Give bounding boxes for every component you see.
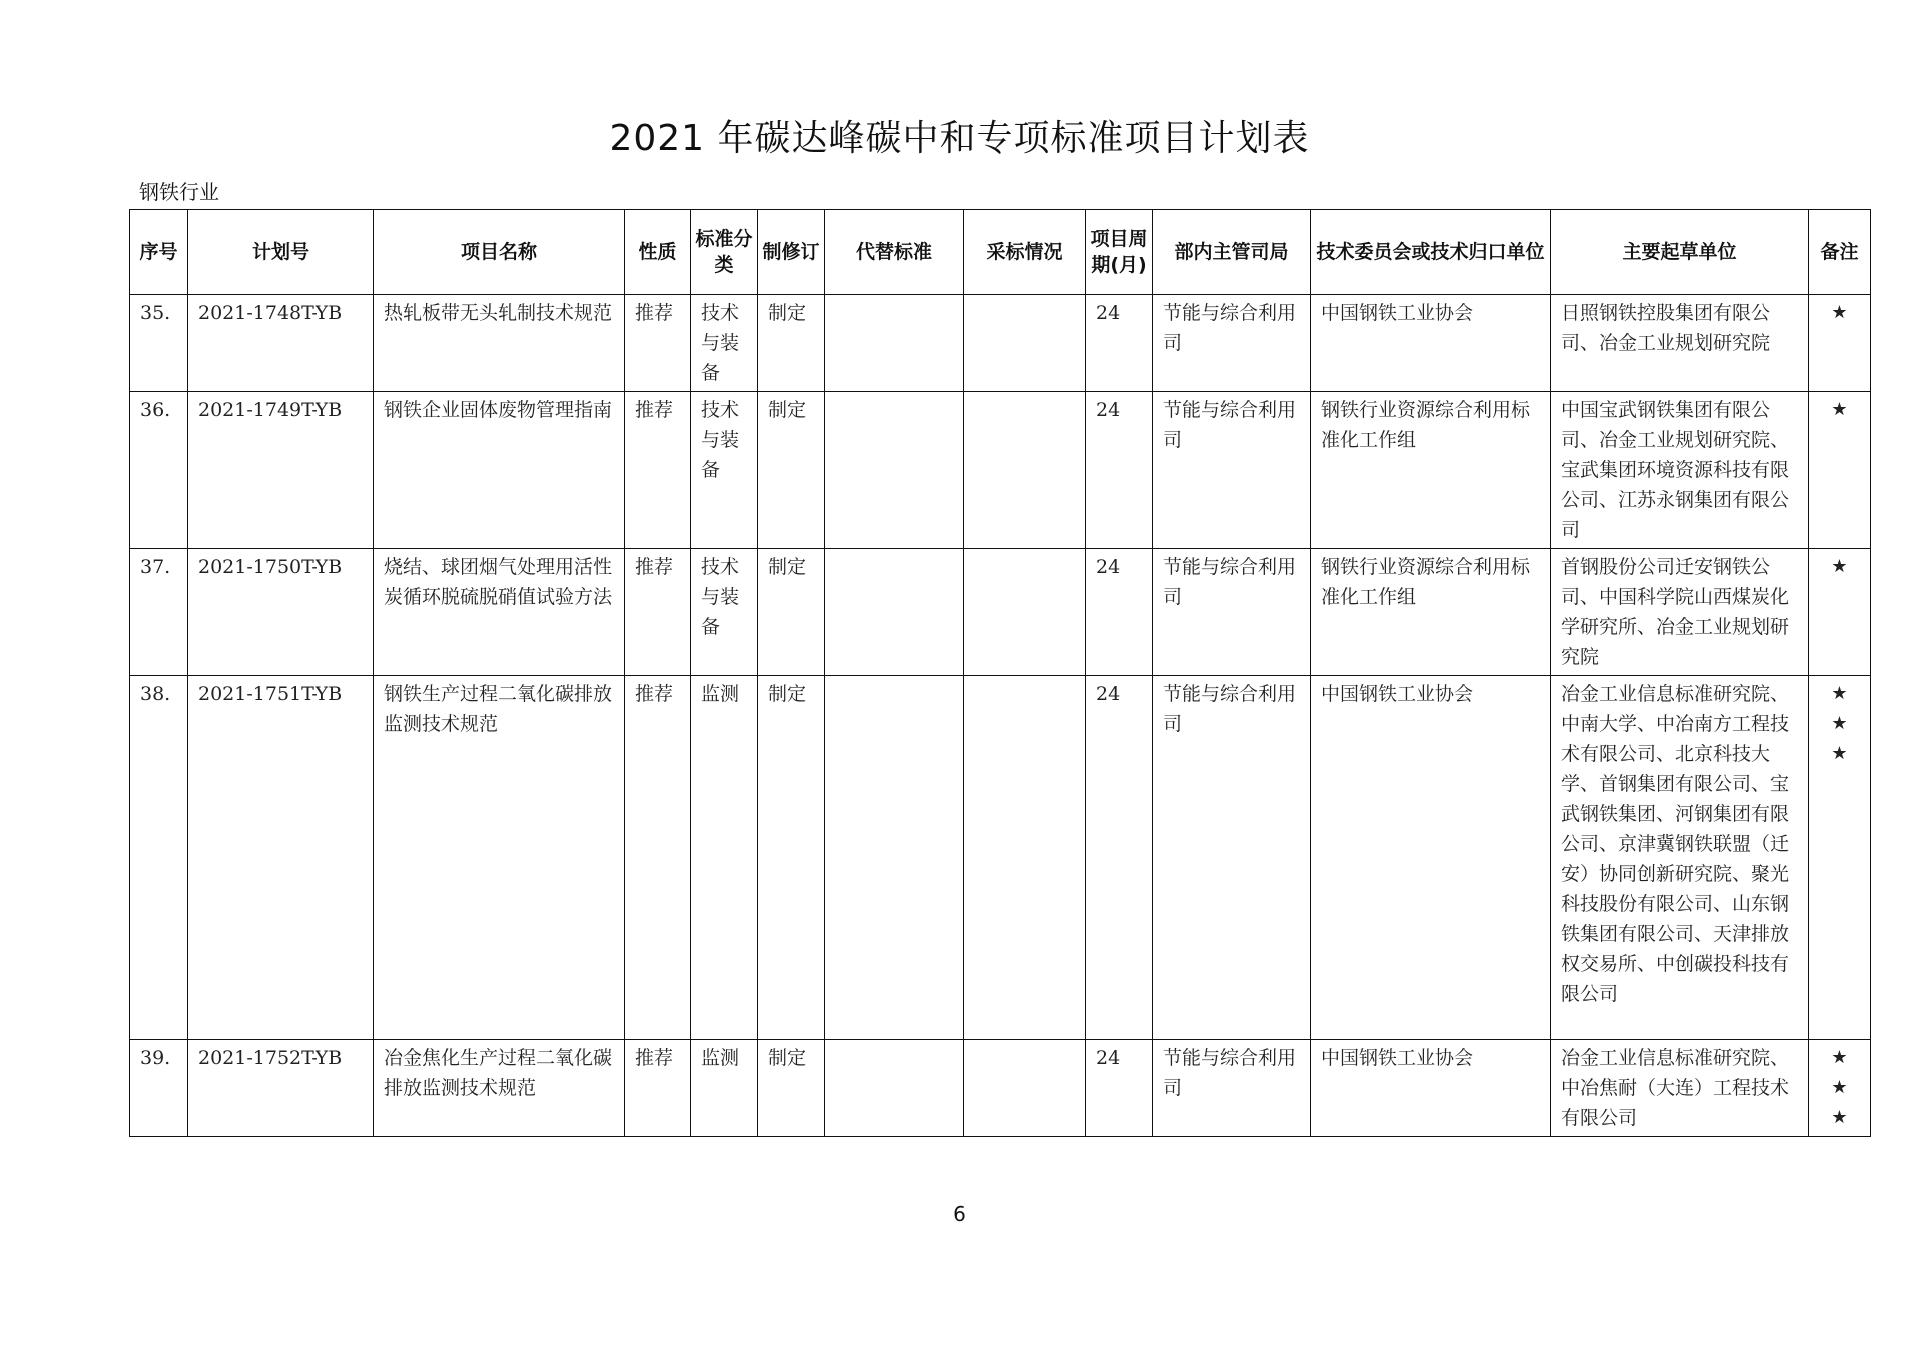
col-header-period: 项目周期(月) bbox=[1086, 210, 1153, 295]
cell-period: 24 bbox=[1086, 295, 1153, 392]
star-icon: ★ bbox=[1831, 399, 1848, 420]
cell-revision: 制定 bbox=[758, 392, 825, 549]
cell-nature: 推荐 bbox=[625, 295, 691, 392]
cell-nature: 推荐 bbox=[625, 676, 691, 1040]
cell-dept: 节能与综合利用司 bbox=[1153, 676, 1311, 1040]
cell-committee: 钢铁行业资源综合利用标准化工作组 bbox=[1311, 392, 1551, 549]
cell-drafter: 冶金工业信息标准研究院、中冶焦耐（大连）工程技术有限公司 bbox=[1551, 1040, 1809, 1137]
cell-committee: 中国钢铁工业协会 bbox=[1311, 295, 1551, 392]
cell-seq: 36. bbox=[130, 392, 188, 549]
cell-adoption bbox=[964, 549, 1086, 676]
cell-remark bbox=[1809, 549, 1871, 676]
cell-drafter: 首钢股份公司迁安钢铁公司、中国科学院山西煤炭化学研究所、冶金工业规划研究院 bbox=[1551, 549, 1809, 676]
cell-replaces bbox=[825, 295, 964, 392]
cell-committee: 中国钢铁工业协会 bbox=[1311, 676, 1551, 1040]
cell-seq: 37. bbox=[130, 549, 188, 676]
cell-seq: 38. bbox=[130, 676, 188, 1040]
cell-dept: 节能与综合利用司 bbox=[1153, 1040, 1311, 1137]
cell-nature: 推荐 bbox=[625, 1040, 691, 1137]
cell-replaces bbox=[825, 392, 964, 549]
cell-drafter: 中国宝武钢铁集团有限公司、冶金工业规划研究院、宝武集团环境资源科技有限公司、江苏永钢集团有限公司 bbox=[1551, 392, 1809, 549]
cell-remark bbox=[1809, 676, 1871, 1040]
star-icon: ★ ★ ★ bbox=[1831, 683, 1848, 764]
cell-replaces bbox=[825, 1040, 964, 1137]
col-header-adoption: 采标情况 bbox=[964, 210, 1086, 295]
plan-table bbox=[129, 209, 1871, 1137]
col-header-category: 标准分类 bbox=[691, 210, 758, 295]
cell-category: 监测 bbox=[691, 1040, 758, 1137]
col-header-replaces: 代替标准 bbox=[825, 210, 964, 295]
table-row bbox=[130, 1040, 1871, 1137]
cell-remark bbox=[1809, 392, 1871, 549]
col-header-revision: 制修订 bbox=[758, 210, 825, 295]
cell-plan: 2021-1750T-YB bbox=[188, 549, 374, 676]
cell-revision: 制定 bbox=[758, 1040, 825, 1137]
section-label: 钢铁行业 bbox=[139, 180, 219, 204]
cell-adoption bbox=[964, 676, 1086, 1040]
col-header-drafter: 主要起草单位 bbox=[1551, 210, 1809, 295]
page-number: 6 bbox=[953, 1202, 966, 1226]
col-header-name: 项目名称 bbox=[374, 210, 625, 295]
cell-seq: 39. bbox=[130, 1040, 188, 1137]
cell-adoption bbox=[964, 1040, 1086, 1137]
cell-period: 24 bbox=[1086, 392, 1153, 549]
table-row bbox=[130, 392, 1871, 549]
cell-replaces bbox=[825, 676, 964, 1040]
cell-dept: 节能与综合利用司 bbox=[1153, 392, 1311, 549]
cell-period: 24 bbox=[1086, 676, 1153, 1040]
table-row bbox=[130, 295, 1871, 392]
cell-revision: 制定 bbox=[758, 295, 825, 392]
star-icon: ★ bbox=[1831, 556, 1848, 577]
cell-nature: 推荐 bbox=[625, 549, 691, 676]
cell-name: 冶金焦化生产过程二氧化碳排放监测技术规范 bbox=[374, 1040, 625, 1137]
cell-name: 钢铁生产过程二氧化碳排放监测技术规范 bbox=[374, 676, 625, 1040]
cell-revision: 制定 bbox=[758, 676, 825, 1040]
col-header-plan: 计划号 bbox=[188, 210, 374, 295]
cell-dept: 节能与综合利用司 bbox=[1153, 549, 1311, 676]
col-header-remark: 备注 bbox=[1809, 210, 1871, 295]
star-icon: ★ bbox=[1831, 302, 1848, 323]
star-icon: ★ ★ ★ bbox=[1831, 1047, 1848, 1128]
table-row bbox=[130, 549, 1871, 676]
cell-revision: 制定 bbox=[758, 549, 825, 676]
cell-name: 钢铁企业固体废物管理指南 bbox=[374, 392, 625, 549]
cell-drafter: 日照钢铁控股集团有限公司、冶金工业规划研究院 bbox=[1551, 295, 1809, 392]
cell-category: 技术与装备 bbox=[691, 295, 758, 392]
col-header-dept: 部内主管司局 bbox=[1153, 210, 1311, 295]
cell-category: 监测 bbox=[691, 676, 758, 1040]
cell-name: 热轧板带无头轧制技术规范 bbox=[374, 295, 625, 392]
page-title: 2021 年碳达峰碳中和专项标准项目计划表 bbox=[609, 118, 1310, 159]
cell-plan: 2021-1751T-YB bbox=[188, 676, 374, 1040]
cell-dept: 节能与综合利用司 bbox=[1153, 295, 1311, 392]
cell-category: 技术与装备 bbox=[691, 549, 758, 676]
cell-replaces bbox=[825, 549, 964, 676]
cell-remark bbox=[1809, 1040, 1871, 1137]
col-header-committee: 技术委员会或技术归口单位 bbox=[1311, 210, 1551, 295]
cell-nature: 推荐 bbox=[625, 392, 691, 549]
cell-plan: 2021-1749T-YB bbox=[188, 392, 374, 549]
table-row bbox=[130, 676, 1871, 1040]
cell-period: 24 bbox=[1086, 1040, 1153, 1137]
header-row bbox=[130, 210, 1871, 295]
cell-committee: 中国钢铁工业协会 bbox=[1311, 1040, 1551, 1137]
col-header-seq: 序号 bbox=[130, 210, 188, 295]
cell-adoption bbox=[964, 295, 1086, 392]
cell-plan: 2021-1752T-YB bbox=[188, 1040, 374, 1137]
col-header-nature: 性质 bbox=[625, 210, 691, 295]
cell-drafter: 冶金工业信息标准研究院、中南大学、中冶南方工程技术有限公司、北京科技大学、首钢集团有限公司、宝武钢铁集团、河钢集团有限公司、京津冀钢铁联盟（迁安）协同创新研究院、聚光科技股份有限公司、山东钢铁集团有限公司、天津排放权交易所、中创碳投科技有限公司 bbox=[1551, 676, 1809, 1040]
cell-period: 24 bbox=[1086, 549, 1153, 676]
cell-plan: 2021-1748T-YB bbox=[188, 295, 374, 392]
cell-adoption bbox=[964, 392, 1086, 549]
cell-committee: 钢铁行业资源综合利用标准化工作组 bbox=[1311, 549, 1551, 676]
cell-name: 烧结、球团烟气处理用活性炭循环脱硫脱硝值试验方法 bbox=[374, 549, 625, 676]
cell-category: 技术与装备 bbox=[691, 392, 758, 549]
cell-seq: 35. bbox=[130, 295, 188, 392]
cell-remark bbox=[1809, 295, 1871, 392]
